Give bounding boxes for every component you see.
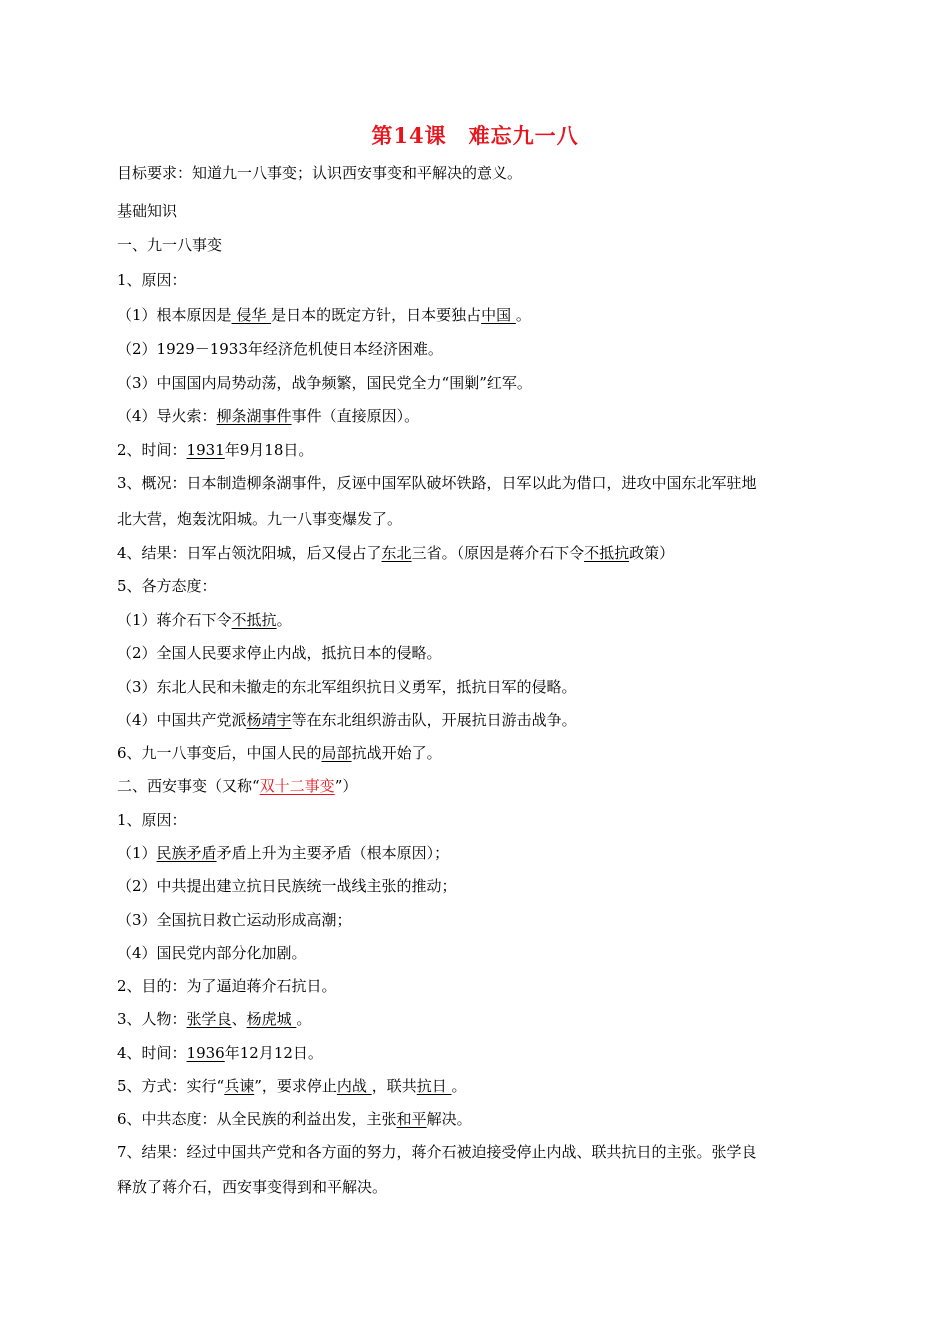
text: 等在东北组织游击队，开展抗日游击战争。 xyxy=(291,711,577,729)
section1-heading: 一、九一八事变 xyxy=(117,236,223,254)
s2-cause-heading: 1、原因： xyxy=(117,811,187,829)
blank-answer: 张学良 xyxy=(186,1010,232,1028)
blank-answer: 东北 xyxy=(381,544,412,562)
text: 、 xyxy=(231,1010,247,1028)
s1-attitude-1 xyxy=(117,610,292,630)
text: 。 xyxy=(515,306,531,324)
s1-result xyxy=(117,543,674,563)
s1-after xyxy=(117,743,442,763)
text: 三省。（原因是蒋介石下令 xyxy=(411,544,585,562)
s1-cause-2: （2）1929－1933年经济危机使日本经济困难。 xyxy=(117,340,443,358)
blank-answer: 柳条湖事件 xyxy=(216,407,292,425)
blank-answer: 抗日 xyxy=(416,1077,452,1095)
lesson-title: 第14课 难忘九一八 xyxy=(371,123,579,148)
s1-overview-line2: 北大营，炮轰沈阳城。九一八事变爆发了。 xyxy=(117,510,403,528)
text: 6、九一八事变后，中国人民的 xyxy=(117,744,322,762)
text: 年9月18日。 xyxy=(224,441,314,459)
blank-answer: 兵谏 xyxy=(224,1077,255,1095)
s1-cause-heading: 1、原因： xyxy=(117,271,187,289)
text: （4）中国共产党派 xyxy=(117,711,247,729)
text: 二、西安事变（又称“ xyxy=(117,777,260,795)
blank-answer: 杨虎城 xyxy=(246,1010,297,1028)
s2-result-line2: 释放了蒋介石，西安事变得到和平解决。 xyxy=(117,1178,388,1196)
s2-time xyxy=(117,1043,323,1063)
text: 2、时间： xyxy=(117,441,187,459)
blank-answer: 1936 xyxy=(186,1044,225,1062)
text: 抗战开始了。 xyxy=(351,744,442,762)
s2-cause-3: （3）全国抗日救亡运动形成高潮； xyxy=(117,911,352,929)
blank-answer: 民族矛盾 xyxy=(156,844,217,862)
text: 是日本的既定方针，日本要独占 xyxy=(271,306,482,324)
s2-method xyxy=(117,1076,467,1096)
text: ，联共 xyxy=(371,1077,417,1095)
text: 。 xyxy=(296,1010,312,1028)
text: 矛盾上升为主要矛盾（根本原因）； xyxy=(216,844,450,862)
s1-attitude-4 xyxy=(117,710,577,730)
text: 。 xyxy=(276,611,292,629)
text: ”） xyxy=(334,777,358,795)
basics-heading: 基础知识 xyxy=(117,202,178,220)
blank-answer: 中国 xyxy=(481,306,516,324)
s1-cause-1 xyxy=(117,305,531,325)
text: 。 xyxy=(451,1077,467,1095)
text: 政策） xyxy=(629,544,675,562)
s1-overview-line1: 3、概况：日本制造柳条湖事件，反诬中国军队破坏铁路，日军以此为借口，进攻中国东北军驻地 xyxy=(117,474,757,492)
blank-answer: 侵华 xyxy=(231,306,272,324)
s2-result-line1: 7、结果：经过中国共产党和各方面的努力，蒋介石被迫接受停止内战、联共抗日的主张。张学良 xyxy=(117,1143,757,1161)
s2-ccp-attitude xyxy=(117,1109,472,1129)
blank-answer: 局部 xyxy=(321,744,352,762)
blank-answer: 内战 xyxy=(336,1077,372,1095)
blank-answer: 1931 xyxy=(186,441,225,459)
blank-answer: 不抵抗 xyxy=(231,611,277,629)
text: 事件（直接原因）。 xyxy=(291,407,420,425)
text: （1）蒋介石下令 xyxy=(117,611,232,629)
s2-people xyxy=(117,1009,311,1029)
text: 3、人物： xyxy=(117,1010,187,1028)
objective-line: 目标要求：知道九一八事变；认识西安事变和平解决的意义。 xyxy=(117,164,523,182)
text: 解决。 xyxy=(426,1110,472,1128)
blank-answer: 不抵抗 xyxy=(584,544,630,562)
s1-cause-4 xyxy=(117,406,419,426)
text: 5、方式：实行“ xyxy=(117,1077,225,1095)
blank-answer: 杨靖宇 xyxy=(246,711,292,729)
text: 6、中共态度：从全民族的利益出发，主张 xyxy=(117,1110,397,1128)
blank-answer: 双十二事变 xyxy=(259,777,335,795)
text: 年12月12日。 xyxy=(224,1044,323,1062)
s1-cause-3: （3）中国国内局势动荡，战争频繁，国民党全力“围剿”红军。 xyxy=(117,374,532,392)
s1-attitude-3: （3）东北人民和未撤走的东北军组织抗日义勇军，抵抗日军的侵略。 xyxy=(117,678,577,696)
text: （4）导火索： xyxy=(117,407,217,425)
s1-attitude-2: （2）全国人民要求停止内战，抵抗日本的侵略。 xyxy=(117,644,442,662)
text: ”，要求停止 xyxy=(254,1077,337,1095)
section2-heading xyxy=(117,776,357,796)
s2-cause-4: （4）国民党内部分化加剧。 xyxy=(117,944,307,962)
s1-attitudes-heading: 5、各方态度： xyxy=(117,577,217,595)
s1-time xyxy=(117,440,313,460)
blank-answer: 和平 xyxy=(396,1110,427,1128)
s2-cause-2: （2）中共提出建立抗日民族统一战线主张的推动； xyxy=(117,877,457,895)
s2-purpose: 2、目的：为了逼迫蒋介石抗日。 xyxy=(117,977,337,995)
s2-cause-1 xyxy=(117,843,449,863)
text: （1）根本原因是 xyxy=(117,306,232,324)
text: 4、时间： xyxy=(117,1044,187,1062)
text: （1） xyxy=(117,844,157,862)
text: 4、结果：日军占领沈阳城，后又侵占了 xyxy=(117,544,382,562)
